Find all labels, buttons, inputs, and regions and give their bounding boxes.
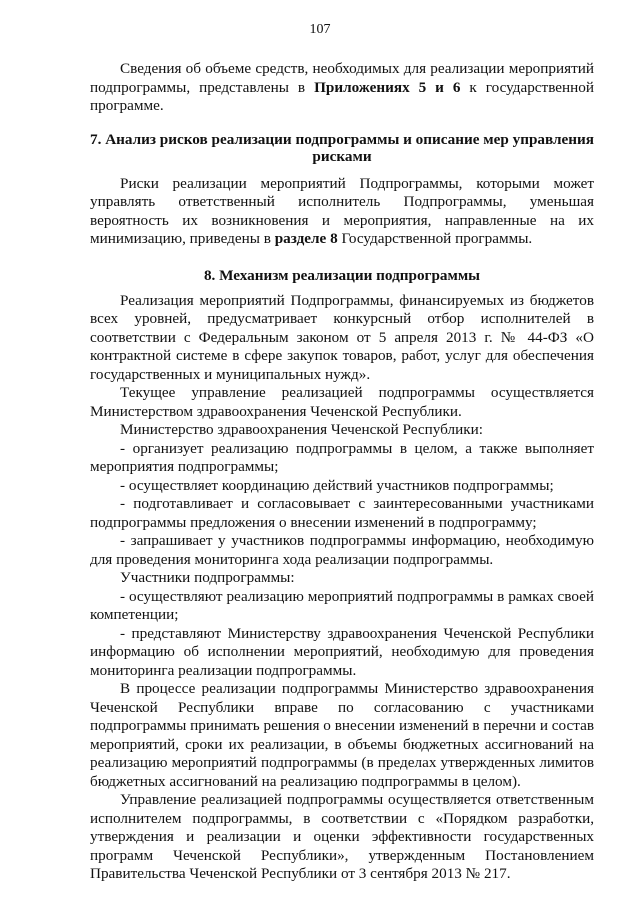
section-8-paragraph: Министерство здравоохранения Чеченской Республики: <box>120 421 483 438</box>
section-8-paragraph: В процессе реализации подпрограммы Министерство здравоохранения Чеченской Республики вправе по согласованию с участниками подпрограммы принимать решения о внесении изменений в перечни и состав мероприятий, сроки их реализации, в объемы бюджетных ассигнований на реализацию мероприятий подпрограммы (в пределах утвержденных лимитов бюджетных ассигнований на реализацию подпрограммы в целом). <box>90 680 594 790</box>
section-8-paragraph: Реализация мероприятий Подпрограммы, финансируемых из бюджетов всех уровней, предусматривает конкурсный отбор исполнителей в соответствии с Федеральным законом от 5 апреля 2013 г. № 44-ФЗ «О контрактной системе в сфере закупок товаров, работ, услуг для обеспечения государственных и муниципальных нужд». <box>90 291 594 383</box>
section-8-heading: 8. Механизм реализации подпрограммы <box>203 266 481 284</box>
section-7-reference: разделе 8 <box>274 230 338 247</box>
document-body <box>90 60 594 884</box>
section-8-list-item: - осуществляют реализацию мероприятий подпрограммы в рамках своей компетенции; <box>90 587 594 623</box>
section-7-text-after: Государственной программы. <box>337 230 533 247</box>
section-7-text-before: Риски реализации мероприятий Подпрограммы, которыми может управлять ответственный исполнитель Подпрограммы, уменьшая вероятность их возникновения и мероприятия, направленные на их минимизацию, приведены в <box>90 174 594 247</box>
section-8-paragraph: Участники подпрограммы: <box>120 569 295 586</box>
section-8-list-item: - подготавливает и согласовывает с заинтересованными участниками подпрограммы предложения о внесении изменений в подпрограмму; <box>90 495 594 531</box>
section-7-heading: 7. Анализ рисков реализации подпрограммы и описание мер управления рисками <box>90 130 594 165</box>
intro-paragraph <box>90 60 594 116</box>
intro-appendix-reference: Приложениях 5 и 6 <box>314 78 461 96</box>
intro-text-after: к государственной программе. <box>90 78 594 114</box>
intro-text-before: Сведения об объеме средств, необходимых для реализации мероприятий подпрограммы, представлены в <box>90 60 594 96</box>
section-8-list-item: - запрашивает у участников подпрограммы информацию, необходимую для проведения мониторинга хода реализации подпрограммы. <box>90 532 594 568</box>
section-8-list-item: - представляют Министерству здравоохранения Чеченской Республики информацию об исполнении мероприятий, необходимую для проведения мониторинга реализации подпрограммы. <box>90 624 594 679</box>
section-8-paragraph: Управление реализацией подпрограммы осуществляется ответственным исполнителем подпрограммы, в соответствии с «Порядком разработки, утверждения и реализации и оценки эффективности государственных программ Чеченской Республики», утвержденным Постановлением Правительства Чеченской Республики от 3 сентября 2013 № 217. <box>90 791 594 882</box>
section-7-paragraph <box>90 175 594 249</box>
section-8-list-item: - осуществляет координацию действий участников подпрограммы; <box>120 476 554 494</box>
section-8-paragraph: Текущее управление реализацией подпрограммы осуществляется Министерством здравоохранения Чеченской Республики. <box>90 384 594 420</box>
section-8-list-item: - организует реализацию подпрограммы в целом, а также выполняет мероприятия подпрограммы; <box>90 439 594 475</box>
page-number: 107 <box>309 22 331 37</box>
